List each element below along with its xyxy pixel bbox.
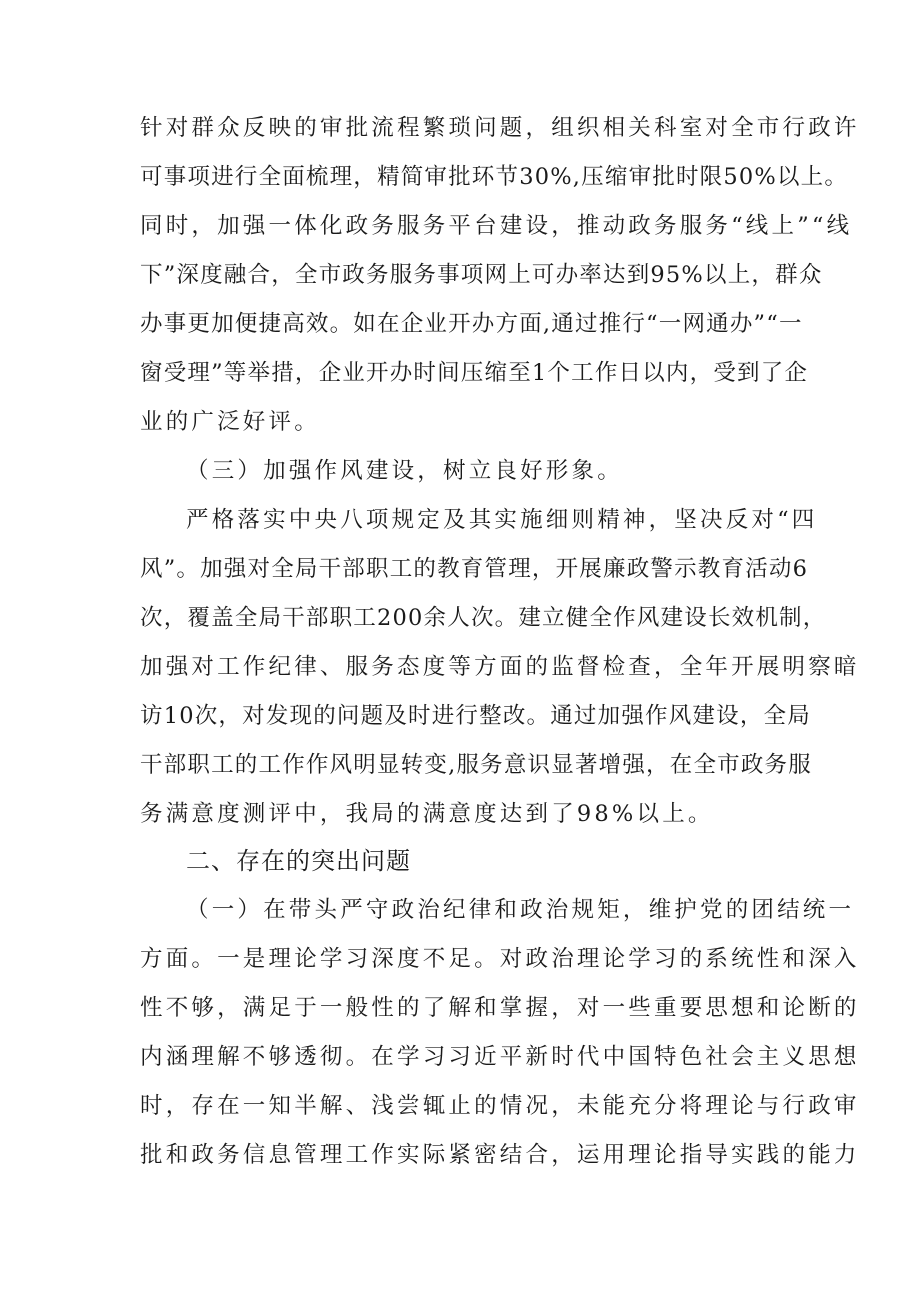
paragraph-line: 访10次，对发现的问题及时进行整改。通过加强作风建设，全局 — [140, 703, 811, 729]
paragraph-line: 业的广泛好评。 — [140, 409, 320, 435]
paragraph-line: 严格落实中央八项规定及其实施细则精神，坚决反对“四 — [186, 507, 818, 533]
paragraph-line: 针对群众反映的审批流程繁琐问题，组织相关科室对全市行政许 — [140, 115, 860, 141]
paragraph-line: 时，存在一知半解、浅尝辄止的情况，未能充分将理论与行政审 — [140, 1093, 860, 1119]
paragraph-line: 批和政务信息管理工作实际紧密结合，运用理论指导实践的能力 — [140, 1142, 860, 1168]
paragraph-line: 窗受理”等举措，企业开办时间压缩至1个工作日以内，受到了企 — [140, 360, 809, 386]
paragraph-line: 务满意度测评中，我局的满意度达到了98%以上。 — [140, 801, 714, 827]
paragraph-line: （一）在带头严守政治纪律和政治规矩，维护党的团结统一 — [186, 897, 855, 923]
paragraph-line: 性不够，满足于一般性的了解和掌握，对一些重要思想和论断的 — [140, 995, 860, 1021]
paragraph-line: 风”。加强对全局干部职工的教育管理，开展廉政警示教育活动6 — [140, 556, 809, 582]
paragraph-line: 同时，加强一体化政务服务平台建设，推动政务服务“线上”“线 — [140, 213, 853, 239]
paragraph-line: 内涵理解不够透彻。在学习习近平新时代中国特色社会主义思想 — [140, 1044, 860, 1070]
paragraph-line: 干部职工的工作作风明显转变,服务意识显著增强，在全市政务服 — [140, 752, 812, 778]
section-heading: 二、存在的突出问题 — [186, 847, 411, 875]
paragraph-line: 办事更加便捷高效。如在企业开办方面,通过推行“一网通办”“一 — [140, 311, 803, 337]
paragraph-line: 可事项进行全面梳理，精简审批环节30%,压缩审批时限50%以上。 — [140, 164, 849, 190]
paragraph-line: 方面。一是理论学习深度不足。对政治理论学习的系统性和深入 — [140, 946, 860, 972]
paragraph-line: 次，覆盖全局干部职工200余人次。建立健全作风建设长效机制， — [140, 605, 827, 631]
paragraph-line: 加强对工作纪律、服务态度等方面的监督检查，全年开展明察暗 — [140, 654, 860, 680]
section-subheading: （三）加强作风建设，树立良好形象。 — [186, 458, 623, 484]
paragraph-line: 下”深度融合，全市政务服务事项网上可办率达到95%以上，群众 — [140, 262, 823, 288]
